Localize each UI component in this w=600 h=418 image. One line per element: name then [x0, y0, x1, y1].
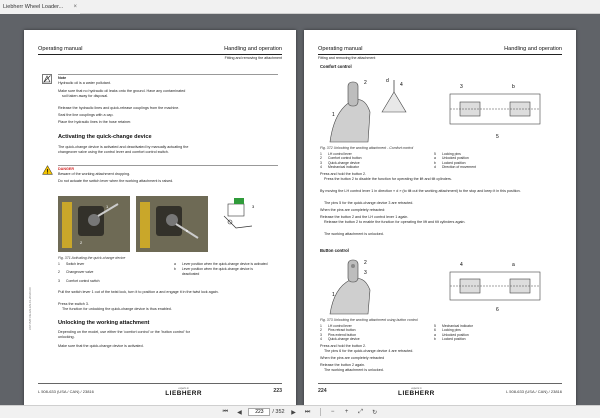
figure-373-legend: [320, 324, 430, 342]
liebherr-logo: [398, 386, 435, 396]
page-224: [304, 30, 576, 405]
zoom-out-icon[interactable]: −: [330, 409, 335, 415]
prev-page-icon[interactable]: ◀: [237, 409, 242, 416]
danger-line-2: Do not actuate the switch lever when the working attachment is raised.: [58, 179, 174, 183]
legend-num: 5: [434, 152, 436, 156]
logo-tagline: experts in: [178, 387, 189, 390]
r2-step-3: When the pins are completely retracted: [320, 356, 385, 360]
legend-text: Locking pins: [442, 328, 461, 333]
r2-step-5: The working attachment is unlocked.: [324, 368, 384, 372]
figure-372-caption: Fig. 372 Unlocking the working attachment - Comfort control: [320, 146, 414, 150]
page-header: [318, 46, 562, 54]
legend-text: Comfort control button: [328, 156, 362, 161]
legend-text: Pins retract button: [328, 328, 356, 333]
legend-text: Changeover valve: [66, 270, 94, 275]
svg-text:3: 3: [460, 84, 463, 90]
page-footer: [318, 386, 562, 396]
fit-page-icon[interactable]: ⤢: [358, 408, 364, 415]
legend-num: b: [434, 160, 436, 165]
document-tab[interactable]: [0, 0, 80, 14]
r-step-3: By moving the LH control lever 1 in direction « d » (to tilt out the working attachment) to the stop and keep it in this position.: [320, 189, 521, 193]
note-bar: [58, 74, 278, 75]
legend-num: 2: [58, 270, 60, 275]
section-body-1: The quick-change device is activated and deactivated by manually actuating the: [58, 145, 189, 149]
page-header: [38, 46, 282, 54]
logo-text: LIEBHERR: [165, 390, 202, 397]
note-line-2: Make sure that no hydraulic oil leaks onto the ground. Have any contaminated: [58, 89, 186, 93]
legend-text: LH control lever: [328, 324, 352, 328]
r2-step-1: Press and hold the button 2.: [320, 344, 367, 348]
r-step-6: Release the button 2 and the LH control lever 1 again.: [320, 215, 409, 219]
r-step-5: When the pins are completely retracted:: [320, 208, 386, 212]
legend-text: Mechanical indicator: [442, 324, 473, 328]
environment-icon: [42, 74, 52, 84]
svg-text:2: 2: [364, 260, 367, 266]
header-rule: [318, 54, 562, 55]
svg-text:!: !: [46, 169, 49, 175]
footer-rule: [38, 383, 282, 384]
legend-num: 3: [58, 278, 60, 283]
liebherr-logo: [165, 386, 202, 396]
figure-371-legend: [58, 262, 138, 283]
step-press-switch: Press the switch 3.: [58, 302, 89, 306]
r-step-4: The pins 5 for the quick-change device 3 are retracted.: [324, 201, 414, 205]
step-release-lines: Release the hydraulic lines and quick-release couplings from the machine.: [58, 106, 180, 110]
header-sub: Fitting and removing the attachment: [224, 56, 282, 60]
page-number: 224: [318, 388, 327, 394]
footer-code: L 508-633 (USA / CAN) / 23816: [506, 388, 562, 394]
first-page-icon[interactable]: ⏮: [222, 408, 229, 415]
r-step-7: Release the button 2 to enable the function for operating the lift and tilt cylinders again.: [324, 220, 466, 224]
legend-text: Lever position when the quick-change device is activated: [182, 262, 268, 266]
r2-step-4: Release the button 2 again.: [320, 363, 366, 367]
svg-text:3: 3: [252, 204, 255, 209]
danger-icon: [42, 165, 53, 175]
danger-bar: [58, 165, 278, 166]
footer-rule: [318, 383, 562, 384]
legend-num: a: [434, 332, 436, 337]
page-total: / 352: [272, 409, 285, 415]
subhead-comfort-control: Comfort control: [320, 64, 352, 69]
svg-text:3: 3: [364, 270, 367, 276]
step-place-lines: Place the hydraulic lines in the hose retainer.: [58, 120, 132, 124]
figure-372-legend-right: [434, 152, 554, 170]
svg-text:a: a: [512, 262, 515, 268]
subhead-button-control: Button control: [320, 248, 349, 253]
section2-last: Make sure that the quick-change device is activated.: [58, 344, 144, 348]
svg-text:1: 1: [332, 292, 335, 298]
danger-label: DANGER: [58, 167, 74, 171]
header-sub: Fitting and removing the attachment: [318, 56, 376, 60]
rotate-icon[interactable]: ↻: [372, 409, 378, 416]
legend-num: 4: [320, 337, 322, 342]
svg-text:5: 5: [496, 134, 499, 140]
legend-text: Locked position: [442, 160, 466, 165]
legend-num: 6: [434, 328, 436, 333]
svg-text:4: 4: [460, 262, 463, 268]
svg-text:b: b: [186, 228, 189, 233]
legend-text: Quick-change device: [328, 160, 360, 165]
note-label: Note: [58, 76, 67, 80]
svg-text:1: 1: [106, 204, 109, 209]
step-seal-couplings: Seal the line couplings with a cap.: [58, 113, 114, 117]
legend-text: Locked position: [442, 337, 466, 342]
legend-text: Direction of movement: [442, 165, 476, 170]
r-step-2: Press the button 2 to disable the function for operating the lift and tilt cylinders.: [324, 177, 452, 181]
footer-code: L 508-633 (USA / CAN) / 23816: [38, 388, 94, 394]
legend-text: Lever position when the quick-change device is deactivated: [181, 267, 253, 276]
note-line-1: Hydraulic oil is a water pollutant.: [58, 81, 111, 85]
section-title-activate: Activating the quick-change device: [58, 134, 152, 140]
note-line-3: soil taken away for disposal.: [62, 94, 109, 98]
legend-text: Mechanical indicator: [328, 165, 359, 170]
legend-text: Locking pins: [442, 152, 461, 156]
legend-text: Comfort control switch: [66, 278, 100, 283]
legend-num: 2: [320, 156, 322, 161]
r-step-1: Press and hold the button 2.: [320, 172, 367, 176]
legend-num: 1: [58, 262, 60, 266]
figure-373-caption: Fig. 373 Unlocking the working attachment using button control: [320, 318, 418, 322]
figure-373: [320, 256, 556, 316]
svg-text:1: 1: [332, 112, 335, 118]
legend-text: Switch lever: [66, 262, 85, 266]
legend-num: b: [174, 267, 176, 272]
r-step-8: The working attachment is unlocked.: [324, 232, 384, 236]
legend-text: Quick-change device: [328, 337, 360, 342]
figure-371-legend-right: [174, 262, 270, 276]
svg-text:2: 2: [80, 240, 83, 245]
svg-text:d: d: [386, 78, 389, 84]
legend-num: 4: [320, 165, 322, 170]
legend-num: 3: [320, 332, 322, 337]
logo-tagline: experts in: [411, 387, 422, 390]
legend-num: 2: [320, 328, 322, 333]
pdf-viewer[interactable]: [0, 14, 600, 405]
section-title-unlock: Unlocking the working attachment: [58, 320, 150, 326]
figure-371: [58, 196, 208, 252]
legend-num: d: [434, 165, 436, 170]
legend-text: Pins extend button: [328, 332, 357, 337]
next-page-icon[interactable]: ▶: [291, 409, 296, 416]
result-enabled: The function for unlocking the quick-change device is thus enabled.: [62, 307, 172, 311]
step-pull-lever: Pull the switch lever 1 out of the twist lock, turn it to position a and engage it in the twist lock again.: [58, 290, 219, 294]
figure-373-legend-right: [434, 324, 554, 342]
title-bar: [0, 0, 600, 14]
toolbar-divider: [320, 408, 321, 416]
logo-text: LIEBHERR: [398, 390, 435, 397]
legend-num: 5: [434, 324, 436, 328]
svg-text:4: 4: [400, 82, 403, 88]
section2-body-1: Depending on the model, use either the 'comfort control' or the 'button control' for: [58, 330, 190, 334]
figure-372: [320, 72, 556, 144]
svg-text:b: b: [512, 84, 515, 90]
legend-num: a: [434, 156, 436, 161]
last-page-icon[interactable]: ⏭: [304, 408, 311, 415]
legend-num: a: [174, 262, 176, 266]
svg-text:2: 2: [364, 80, 367, 86]
header-rule: [38, 54, 282, 55]
pdf-toolbar: [0, 405, 600, 418]
close-icon[interactable]: ×: [73, 3, 77, 10]
page-number-input[interactable]: [248, 408, 270, 416]
section-body-2: changeover valve using the control lever and comfort control switch.: [58, 150, 169, 154]
page-number: 223: [273, 388, 282, 394]
header-left: Operating manual: [38, 46, 83, 52]
vertical-doc-id: LWT-BAT-DE-EN-EN-01-20160-00: [28, 287, 32, 330]
page-223: [24, 30, 296, 405]
figure-372-legend: [320, 152, 430, 170]
zoom-in-icon[interactable]: +: [344, 409, 349, 415]
section2-body-2: unlocking.: [58, 335, 75, 339]
svg-text:6: 6: [496, 307, 499, 313]
legend-text: LH control lever: [328, 152, 352, 156]
figure-371-caption: Fig. 371 Activating the quick-change device: [58, 256, 126, 260]
legend-text: Unlocked position: [442, 156, 469, 161]
legend-num: 1: [320, 152, 322, 156]
page-footer: [38, 386, 282, 396]
legend-num: b: [434, 337, 436, 342]
header-left: Operating manual: [318, 46, 363, 52]
header-right: Handling and operation: [504, 46, 562, 52]
legend-num: 1: [320, 324, 322, 328]
figure-371-detail: [214, 198, 264, 236]
page-indicator: [248, 408, 284, 416]
r2-step-2: The pins 6 for the quick-change device 4 are retracted.: [324, 349, 414, 353]
tab-title: Liebherr Wheel Loader...: [3, 3, 64, 10]
danger-line-1: Beware of the working attachment dropping.: [58, 172, 131, 176]
legend-num: 3: [320, 160, 322, 165]
legend-text: Unlocked position: [442, 332, 469, 337]
header-right: Handling and operation: [224, 46, 282, 52]
